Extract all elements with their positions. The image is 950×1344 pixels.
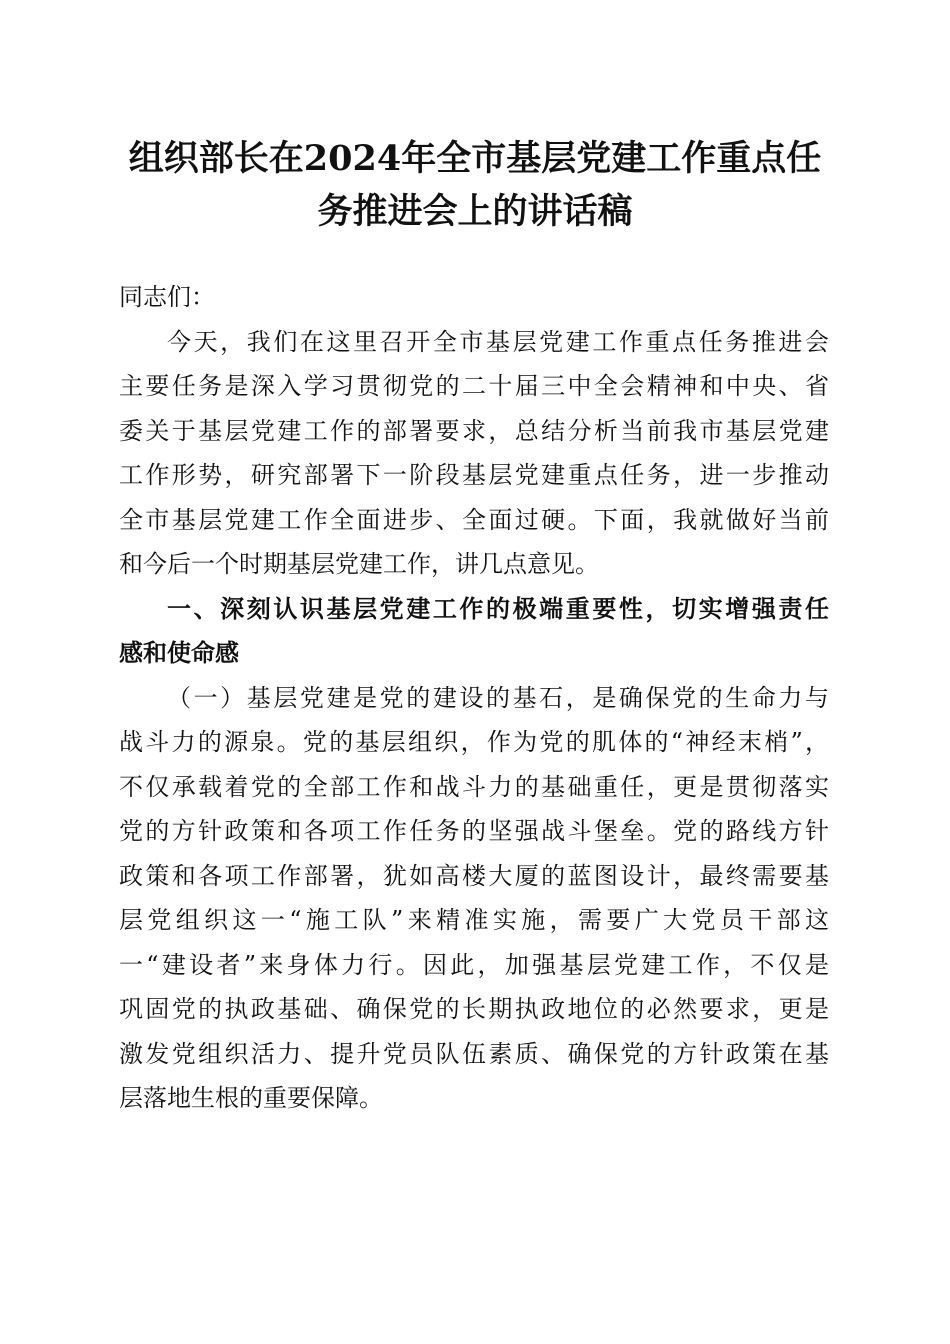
paragraph-1-line: 今天，我们在这里召开全市基层党建工作重点任务推进会	[167, 327, 829, 356]
paragraph-2	[119, 676, 829, 1121]
paragraph-1-line: 全市基层党建工作全面进步、全面过硬。下面，我就做好当前	[119, 505, 829, 534]
salutation: 同志们：	[119, 283, 215, 311]
paragraph-2-line: 层落地生根的重要保障。	[119, 1084, 383, 1112]
document-body	[119, 275, 829, 1121]
paragraph-2-line: 党的方针政策和各项工作任务的坚强战斗堡垒。党的路线方针	[119, 817, 829, 845]
paragraph-2-line: 战斗力的源泉。党的基层组织，作为党的肌体的“神经末梢”，	[119, 728, 829, 756]
title-line-2: 务推进会上的讲话稿	[317, 191, 633, 232]
paragraph-1-line: 和今后一个时期基层党建工作，讲几点意见。	[119, 550, 599, 578]
paragraph-1-line: 工作形势，研究部署下一阶段基层党建重点任务，进一步推动	[119, 461, 829, 489]
paragraph-1-line: 委关于基层党建工作的部署要求，总结分析当前我市基层党建	[119, 416, 829, 445]
section-heading-1	[119, 587, 829, 676]
heading-1-line: 一、深刻认识基层党建工作的极端重要性，切实增强责任	[167, 594, 829, 623]
paragraph-1	[119, 320, 829, 587]
document-title	[100, 132, 850, 238]
paragraph-2-line: 层党组织这一“施工队”来精准实施，需要广大党员干部这	[119, 906, 829, 934]
paragraph-2-line: 不仅承载着党的全部工作和战斗力的基础重任，更是贯彻落实	[119, 772, 829, 801]
paragraph-2-line: 一“建设者”来身体力行。因此，加强基层党建工作，不仅是	[119, 950, 829, 979]
title-line-1: 组织部长在2024年全市基层党建工作重点任	[128, 138, 822, 179]
paragraph-1-line: 主要任务是深入学习贯彻党的二十届三中全会精神和中央、省	[119, 372, 829, 400]
paragraph-2-line: 巩固党的执政基础、确保党的长期执政地位的必然要求，更是	[119, 995, 829, 1023]
paragraph-2-line: （一）基层党建是党的建设的基石，是确保党的生命力与	[167, 683, 829, 712]
paragraph-2-line: 政策和各项工作部署，犹如高楼大厦的蓝图设计，最终需要基	[119, 861, 829, 890]
heading-1-line: 感和使命感	[119, 639, 239, 667]
paragraph-2-line: 激发党组织活力、提升党员队伍素质、确保党的方针政策在基	[119, 1039, 829, 1068]
